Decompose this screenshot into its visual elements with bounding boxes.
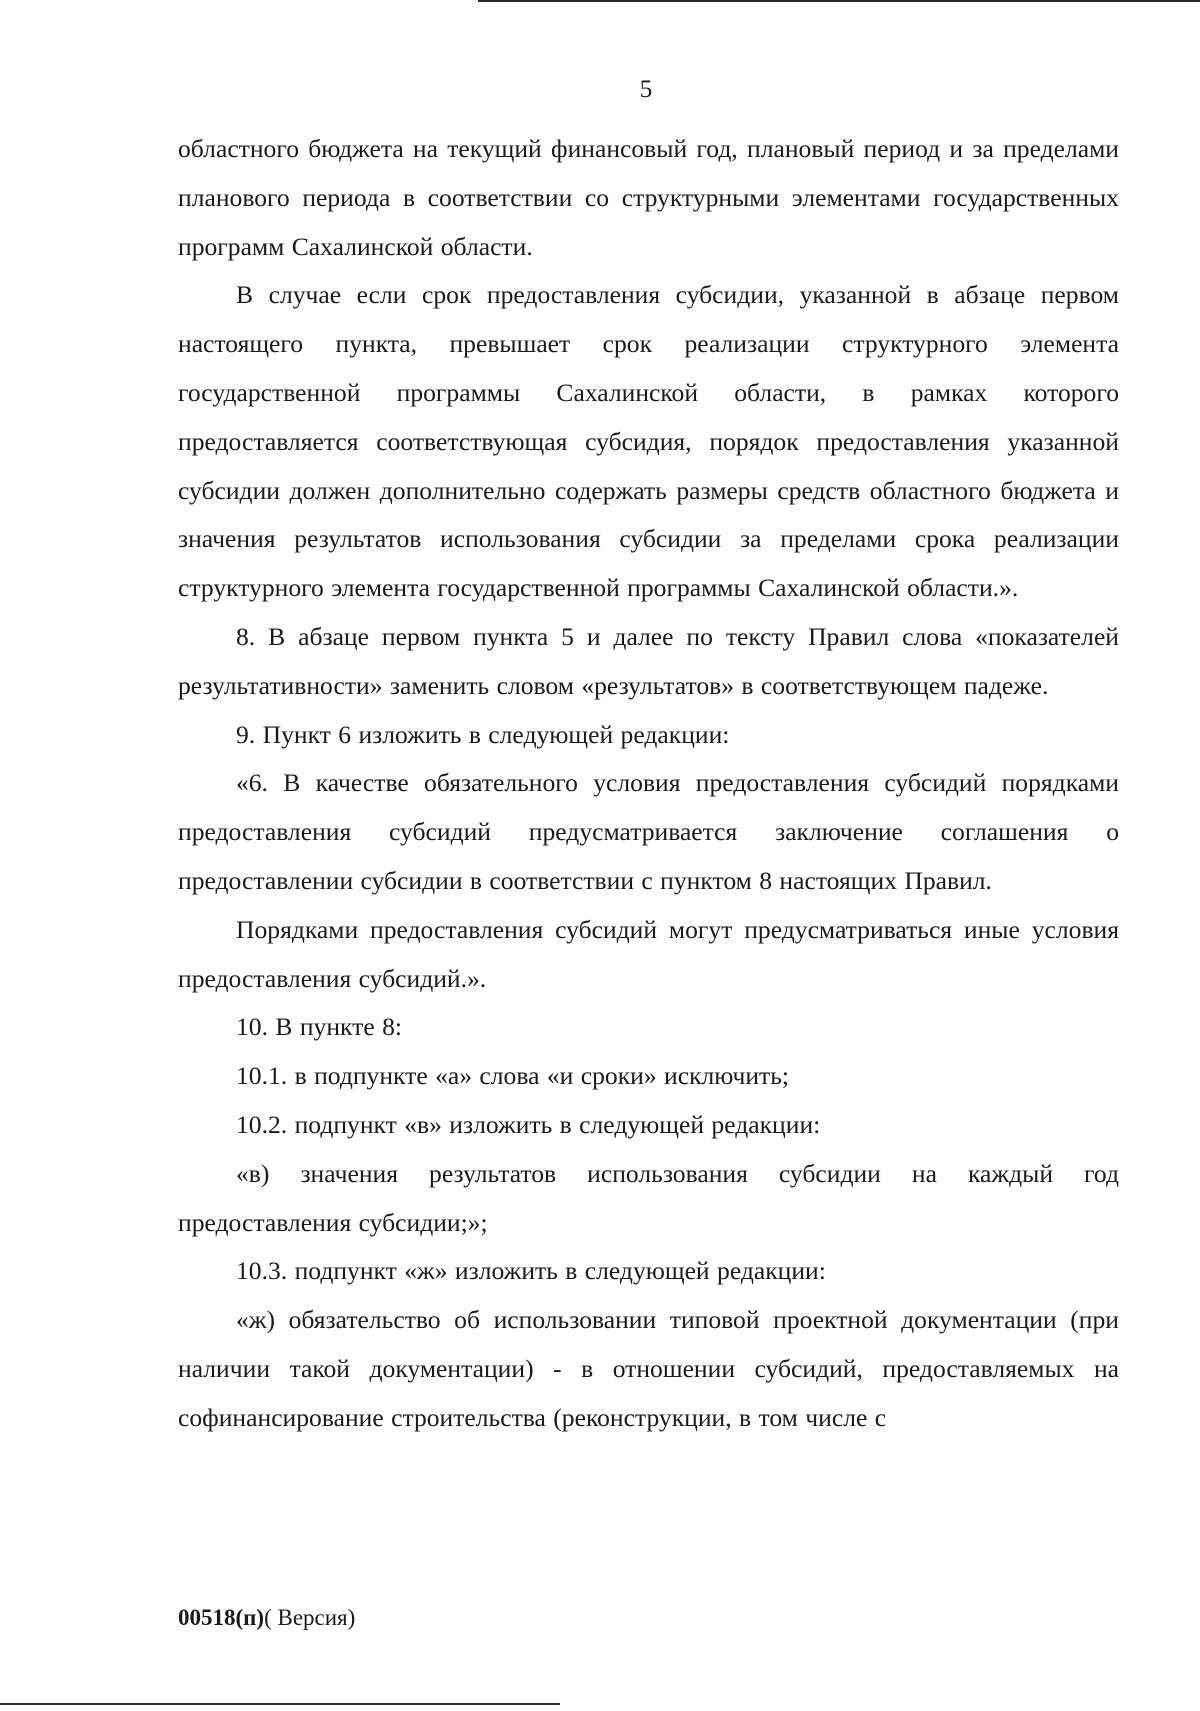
scan-border-top <box>478 0 1200 2</box>
scan-border-bottom <box>0 1703 560 1705</box>
paragraph-subclause-zh: «ж) обязательство об использовании типовой проектной документации (при наличии такой документации) - в отношении субсидий, предоставляемых на софинансирование строительства (реконструкции, в том числе с <box>178 1305 1119 1432</box>
paragraph-item-9: 9. Пункт 6 изложить в следующей редакции: <box>236 719 730 749</box>
paragraph-item-10-1: 10.1. в подпункте «а» слова «и сроки» исключить; <box>236 1061 789 1091</box>
paragraph-item-8: 8. В абзаце первом пункта 5 и далее по тексту Правил слова «показателей результативности» заменить словом «результатов» в соответствующем падеже. <box>178 621 1119 700</box>
paragraph-item-10: 10. В пункте 8: <box>236 1012 402 1042</box>
paragraph-item-10-2: 10.2. подпункт «в» изложить в следующей редакции: <box>236 1109 821 1139</box>
paragraph-clause-6: «6. В качестве обязательного условия предоставления субсидий порядками предоставления субсидий предусматривается заключение соглашения о предоставлении субсидии в соответствии с пунктом 8 настоящих Правил. <box>178 768 1119 895</box>
document-code: 00518(п) <box>178 1605 265 1630</box>
document-body <box>178 125 1119 1443</box>
paragraph-item-10-3: 10.3. подпункт «ж» изложить в следующей редакции: <box>236 1256 826 1286</box>
document-footer <box>178 1604 355 1632</box>
page-number: 5 <box>639 76 653 103</box>
paragraph-continuation: областного бюджета на текущий финансовый год, плановый период и за пределами планового периода в соответствии со структурными элементами государственных программ Сахалинской области. <box>178 134 1119 261</box>
paragraph-other-conditions: Порядками предоставления субсидий могут предусматриваться иные условия предоставления субсидий.». <box>178 914 1119 993</box>
paragraph-subsidy-term: В случае если срок предоставления субсидии, указанной в абзаце первом настоящего пункта, превышает срок реализации структурного элемента государственной программы Сахалинской области, в рамках которого предоставляется соответствующая субсидия, порядок предоставления указанной субсидии должен дополнительно содержать размеры средств областного бюджета и значения результатов использования субсидии за пределами срока реализации структурного элемента государственной программы Сахалинской области.». <box>178 280 1119 603</box>
document-version: ( Версия) <box>264 1605 356 1630</box>
paragraph-subclause-v: «в) значения результатов использования субсидии на каждый год предоставления субсидии;»; <box>178 1158 1119 1237</box>
